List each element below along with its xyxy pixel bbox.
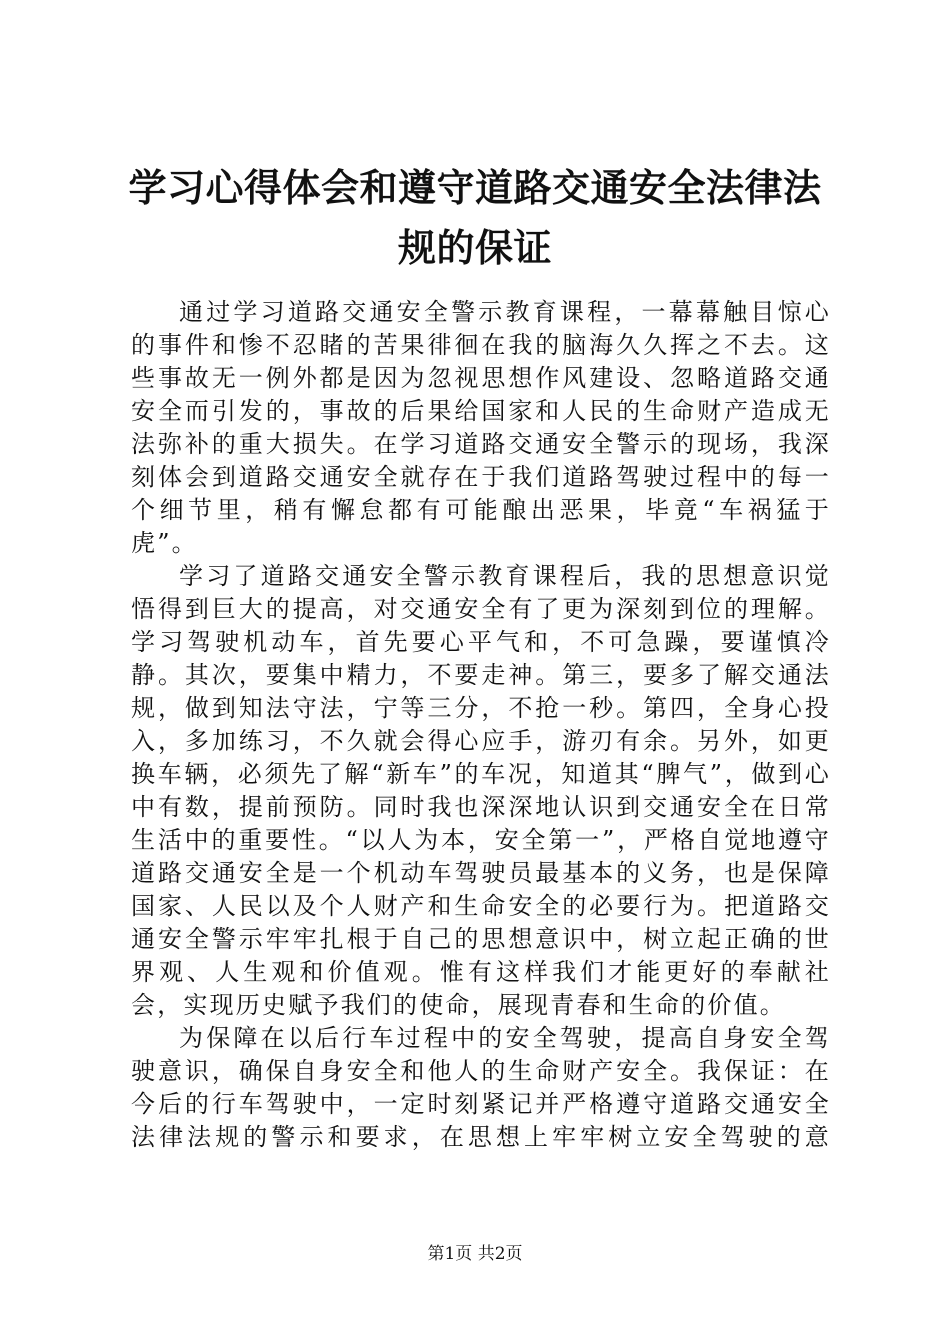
paragraph-1: 通过学习道路交通安全警示教育课程，一幕幕触目惊心的事件和惨不忍睹的苦果徘徊在我的脑海久久挥之不去。这些事故无一例外都是因为忽视思想作风建设、忽略道路交通安全而引发的，事故的后果给国家和人民的生命财产造成无法弥补的重大损失。在学习道路交通安全警示的现场，我深刻体会到道路交通安全就存在于我们道路驾驶过程中的每一个细节里，稍有懈怠都有可能酿出恶果，毕竟“车祸猛于虎”。 bbox=[131, 298, 831, 557]
paragraph-3: 为保障在以后行车过程中的安全驾驶，提高自身安全驾驶意识，确保自身安全和他人的生命财产安全。我保证：在今后的行车驾驶中，一定时刻紧记并严格遵守道路交通安全法律法规的警示和要求，在思想上牢牢树立安全驾驶的意 bbox=[131, 1024, 831, 1151]
document-body bbox=[131, 296, 831, 1156]
paragraph-2: 学习了道路交通安全警示教育课程后，我的思想意识觉悟得到巨大的提高，对交通安全有了更为深刻到位的理解。学习驾驶机动车，首先要心平气和，不可急躁，要谨慎冷静。其次，要集中精力，不要走神。第三，要多了解交通法规，做到知法守法，宁等三分，不抢一秒。第四，全身心投入，多加练习，不久就会得心应手，游刃有余。另外，如更换车辆，必须先了解“新车”的车况，知道其“脾气”，做到心中有数，提前预防。同时我也深深地认识到交通安全在日常生活中的重要性。“以人为本，安全第一”，严格自觉地遵守道路交通安全是一个机动车驾驶员最基本的义务，也是保障国家、人民以及个人财产和生命安全的必要行为。把道路交通安全警示牢牢扎根于自己的思想意识中，树立起正确的世界观、人生观和价值观。惟有这样我们才能更好的奉献社会，实现历史赋予我们的使命，展现青春和生命的价值。 bbox=[131, 562, 831, 1019]
document-title: 学习心得体会和遵守道路交通安全法律法规的保证 bbox=[128, 165, 822, 270]
page-number-footer: 第1页 共2页 bbox=[427, 1244, 523, 1264]
